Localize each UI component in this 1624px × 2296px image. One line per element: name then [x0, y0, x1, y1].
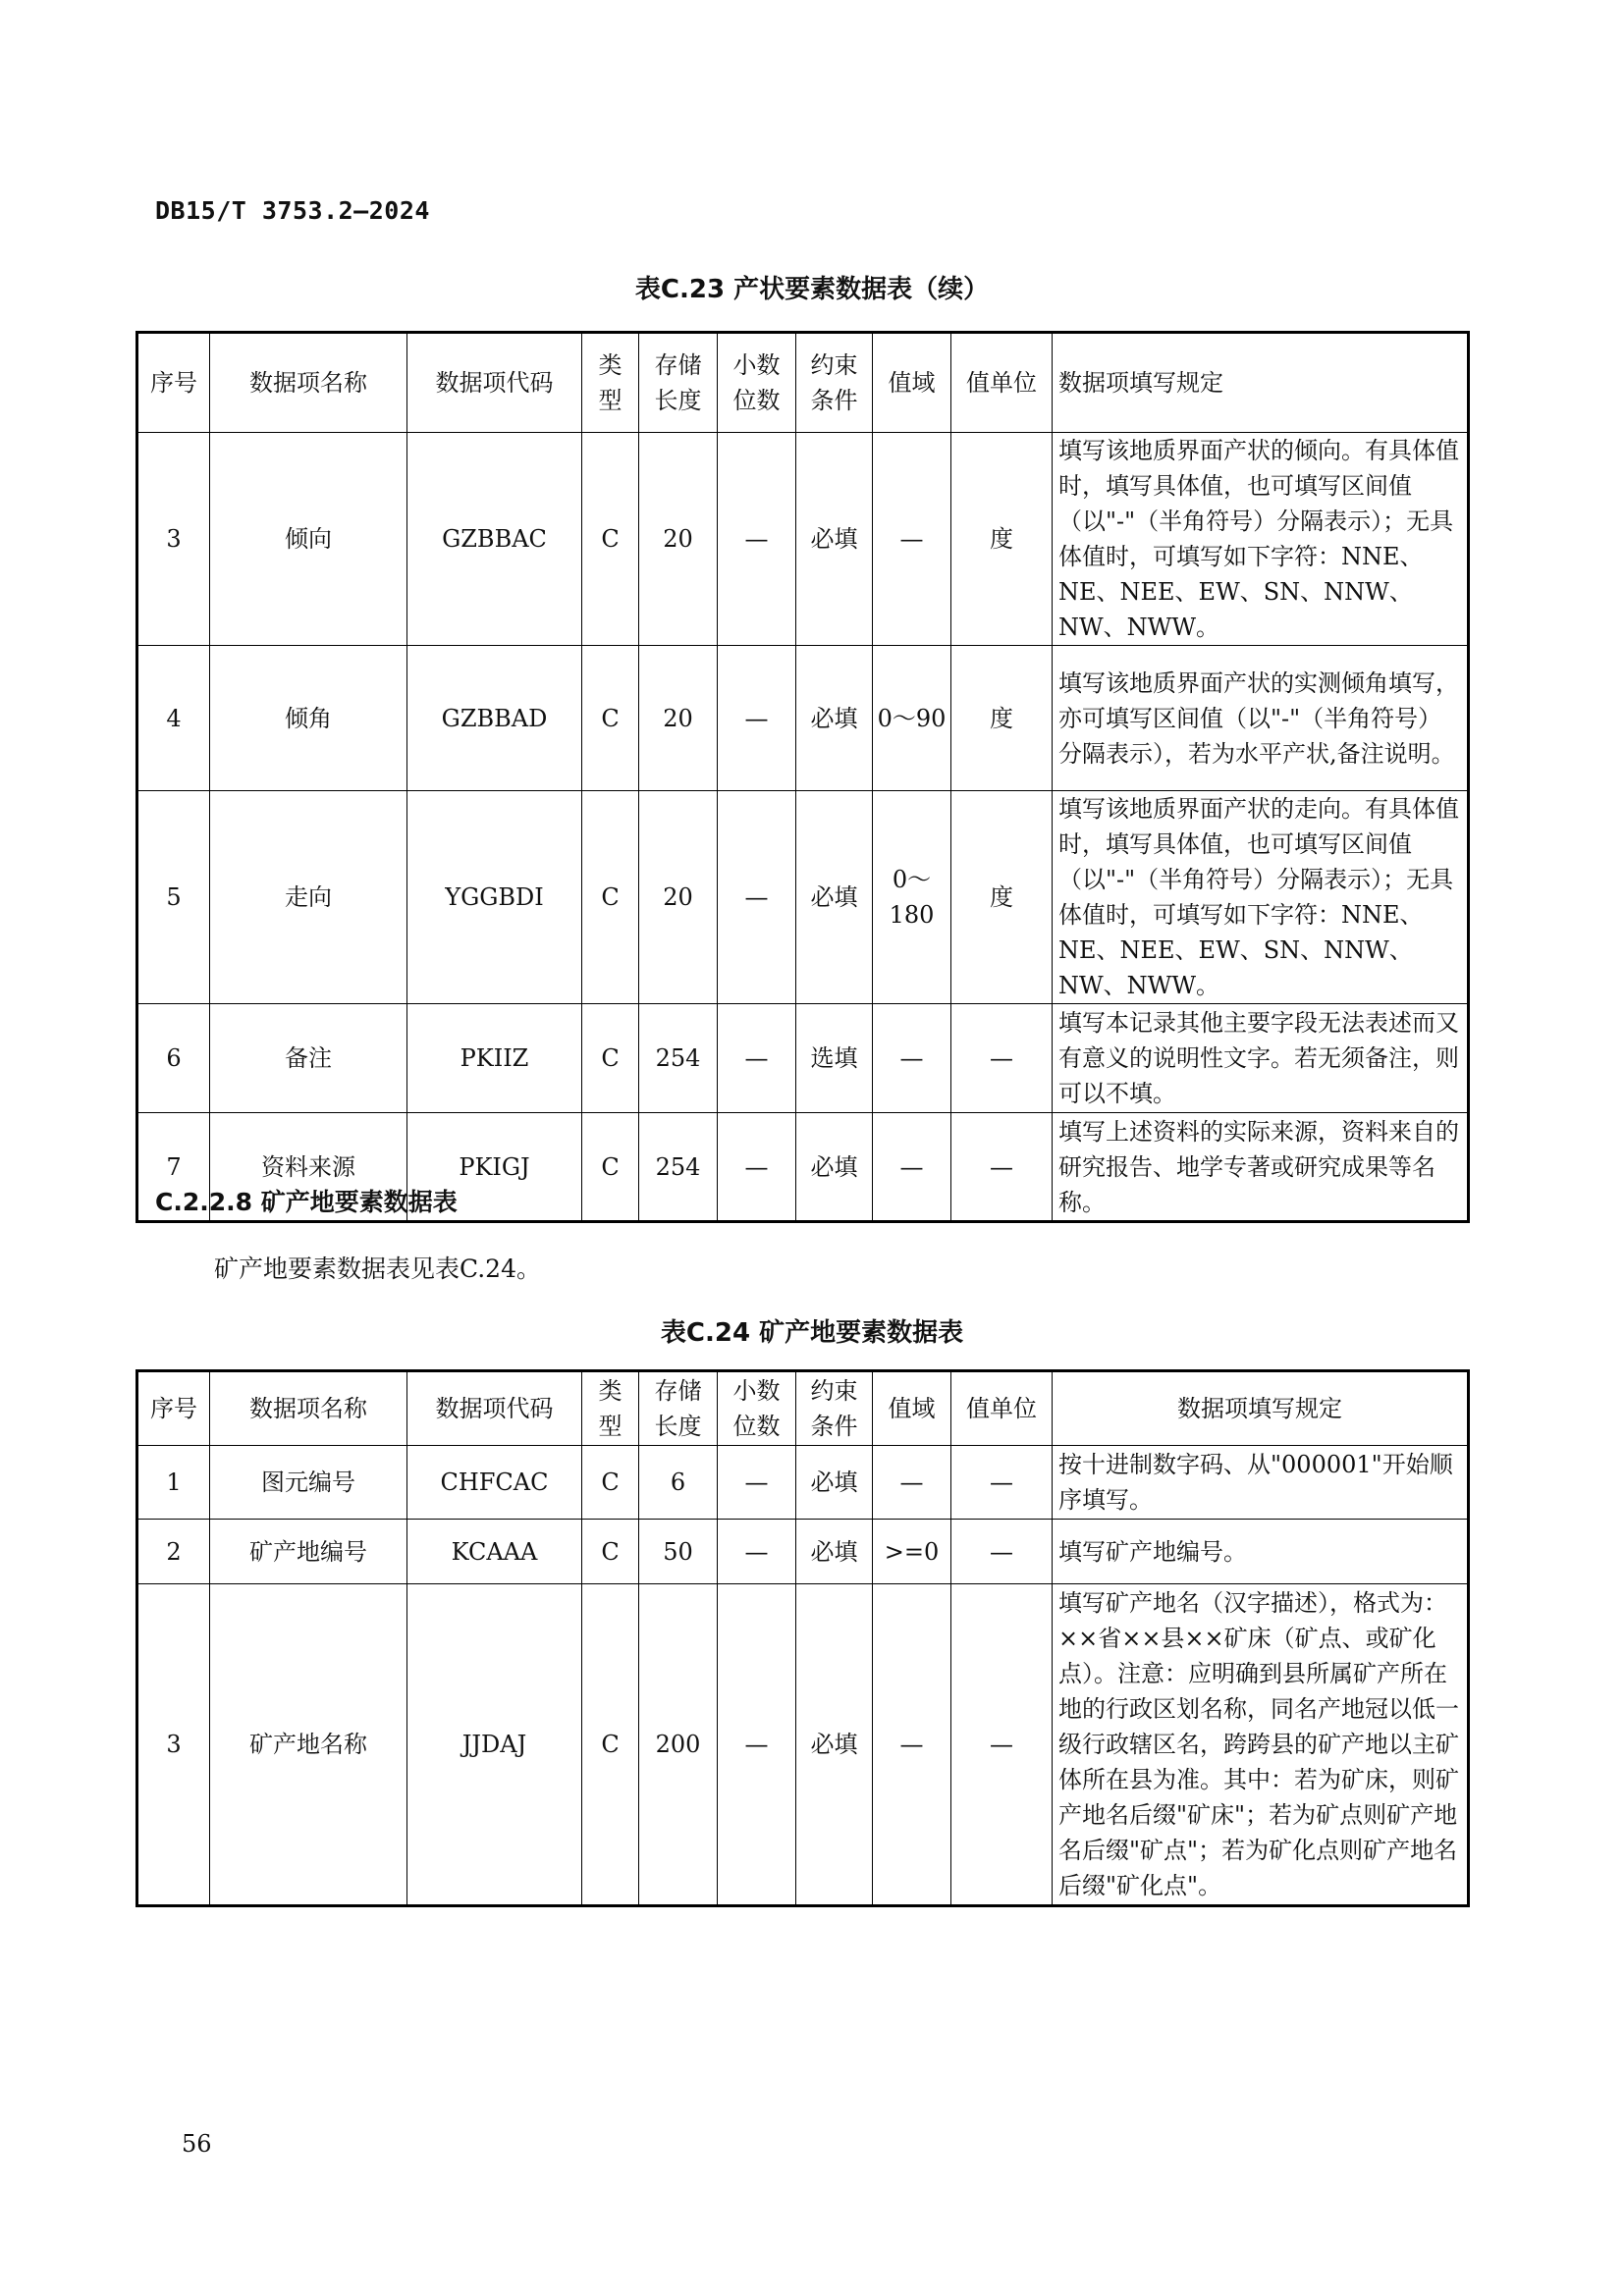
table-row: 1 图元编号 CHFCAC C 6 — 必填 — — 按十进制数字码、从"000001"开始顺序填写。 — [137, 1446, 1469, 1520]
table-row: 5 走向 YGGBDI C 20 — 必填 0～180 度 填写该地质界面产状的走向。有具体值时，填写具体值，也可填写区间值（以"-"（半角符号）分隔表示）；无具体值时，可填写如下字符：NNE、NE、NEE、EW、SN、NNW、NW、NWW。 — [137, 791, 1469, 1004]
section-paragraph: 矿产地要素数据表见表C.24。 — [214, 1255, 541, 1283]
table-row: 2 矿产地编号 KCAAA C 50 — 必填 >=0 — 填写矿产地编号。 — [137, 1520, 1469, 1584]
document-code: DB15/T 3753.2—2024 — [155, 196, 430, 225]
table2-header-row — [137, 1371, 1469, 1446]
header-seq: 序号 — [137, 1371, 210, 1446]
header-domain: 值域 — [873, 333, 951, 433]
header-name: 数据项名称 — [210, 1371, 407, 1446]
table-c23 — [135, 331, 1470, 1223]
header-seq: 序号 — [137, 333, 210, 433]
header-unit: 值单位 — [951, 333, 1053, 433]
section-heading: C.2.2.8 矿产地要素数据表 — [155, 1188, 458, 1216]
table1-header-row — [137, 333, 1469, 433]
header-type: 类 型 — [582, 1371, 639, 1446]
header-unit: 值单位 — [951, 1371, 1053, 1446]
header-length: 存储 长度 — [639, 1371, 718, 1446]
header-code: 数据项代码 — [407, 1371, 582, 1446]
header-name: 数据项名称 — [210, 333, 407, 433]
header-domain: 值域 — [873, 1371, 951, 1446]
page-number: 56 — [182, 2130, 212, 2158]
table-row: 3 矿产地名称 JJDAJ C 200 — 必填 — — 填写矿产地名（汉字描述），格式为：××省××县××矿床（矿点、或矿化点）。注意：应明确到县所属矿产所在地的行政区划名称，同名产地冠以低一级行政辖区名，跨跨县的矿产地以主矿体所在县为准。其中：若为矿床，则矿产地名后缀"矿床"；若为矿点则矿产地名后缀"矿点"；若为矿化点则矿产地名后缀"矿化点"。 — [137, 1584, 1469, 1906]
header-rule: 数据项填写规定 — [1053, 1371, 1469, 1446]
header-length: 存储 长度 — [639, 333, 718, 433]
header-constraint: 约束 条件 — [796, 1371, 873, 1446]
table-c24 — [135, 1369, 1470, 1907]
table-row: 6 备注 PKIIZ C 254 — 选填 — — 填写本记录其他主要字段无法表述而又有意义的说明性文字。若无须备注，则可以不填。 — [137, 1004, 1469, 1113]
table2-caption: 表C.24 矿产地要素数据表 — [660, 1318, 964, 1348]
header-type: 类 型 — [582, 333, 639, 433]
table1-caption: 表C.23 产状要素数据表（续） — [634, 275, 990, 304]
table-row: 3 倾向 GZBBAC C 20 — 必填 — 度 填写该地质界面产状的倾向。有具体值时，填写具体值，也可填写区间值（以"-"（半角符号）分隔表示）；无具体值时，可填写如下字符：NNE、NE、NEE、EW、SN、NNW、NW、NWW。 — [137, 433, 1469, 646]
header-rule: 数据项填写规定 — [1053, 333, 1469, 433]
table-row: 4 倾角 GZBBAD C 20 — 必填 0～90 度 填写该地质界面产状的实测倾角填写，亦可填写区间值（以"-"（半角符号）分隔表示），若为水平产状,备注说明。 — [137, 646, 1469, 791]
header-code: 数据项代码 — [407, 333, 582, 433]
header-constraint: 约束 条件 — [796, 333, 873, 433]
header-decimals: 小数 位数 — [718, 1371, 796, 1446]
header-decimals: 小数 位数 — [718, 333, 796, 433]
table-row: 7 资料来源 PKIGJ C 254 — 必填 — — 填写上述资料的实际来源，资料来自的研究报告、地学专著或研究成果等名称。 — [137, 1113, 1469, 1222]
